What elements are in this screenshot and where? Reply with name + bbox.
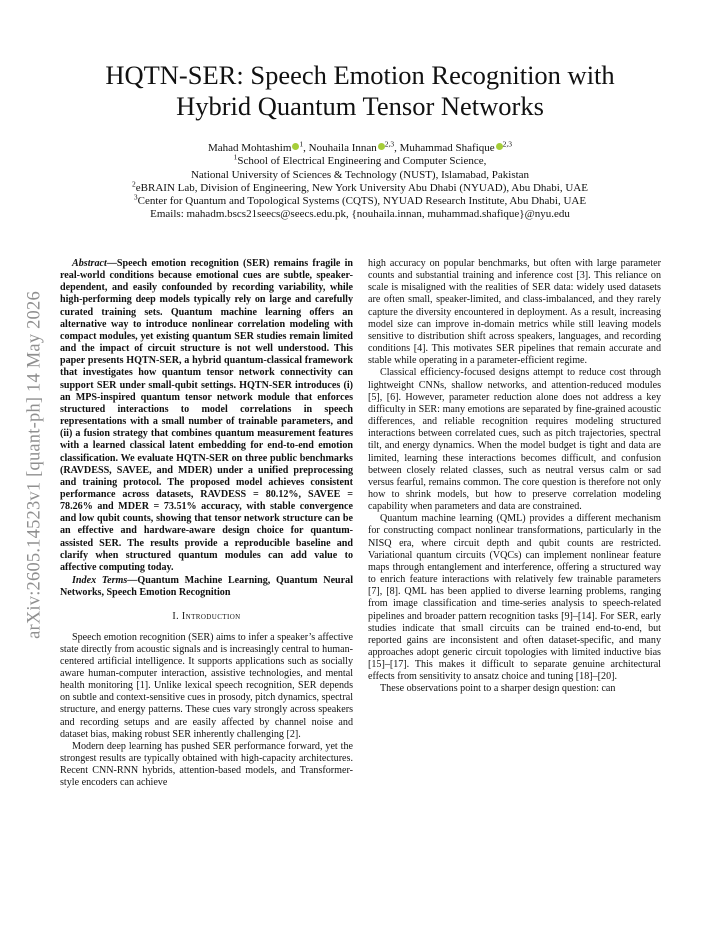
arxiv-identifier-text: arXiv:2605.14523v1 [quant-ph] 14 May 2026 (24, 291, 45, 639)
title-line-2: Hybrid Quantum Tensor Networks (176, 91, 544, 121)
body-paragraph: Speech emotion recognition (SER) aims to infer a speaker’s affective state directly from acoustic signals and is increasingly central to human-centered artificial intelligence. It supports applications such as socially aware human-computer interaction, assistive technologies, and mental health monitoring [1]. Unlike lexical speech recognition, SER depends on subtle and context-sensitive cues in prosody, pitch dynamics, spectral structure, and energy patterns. These cues vary strongly across speakers and recording setups and are easily affected by channel noise and dataset bias, making robust SER inherently challenging [2]. (60, 631, 353, 740)
affiliation-2 (60, 179, 660, 195)
affiliation-text: eBRAIN Lab, Division of Engineering, New York University Abu Dhabi (NYUAD), Abu Dhabi, UAE (135, 181, 588, 194)
author-block (60, 139, 660, 222)
section-title: Introduction (181, 611, 241, 623)
index-terms (60, 575, 353, 599)
affiliation-text: School of Electrical Engineering and Computer Science, (237, 155, 487, 168)
paper-title (60, 60, 660, 122)
body-paragraph: These observations point to a sharper design question: can (380, 683, 616, 695)
author-separator: , (394, 142, 400, 154)
right-column (368, 258, 661, 696)
affiliation-mark: 1 (233, 152, 238, 162)
emails: Emails: mahadm.bscs21seecs@seecs.edu.pk, {nouhaila.innan, muhammad.shafique}@nyu.edu (150, 208, 570, 221)
affiliation-text: Center for Quantum and Topological Systems (CQTS), NYUAD Research Institute, Abu Dhabi, UAE (137, 195, 587, 208)
body-paragraph: Quantum machine learning (QML) provides a different mechanism for constructing compact nonlinear transformations, particularly in the NISQ era, where circuit depth and qubit counts are restricted. Variational quantum circuits (VQCs) can implement nonlinear feature maps through entanglement and interference, offering a structured way to enrich feature interactions with relatively few trainable parameters [7], [8]. QML has been applied to diverse learning problems, ranging from image classification and time-series analysis to speech-related pipelines and broader pattern recognition tasks [9]–[14]. For SER, early studies indicate that small circuits can be trained end-to-end, but reported gains are inconsistent and often dataset-specific, and many approaches adopt generic circuit topologies with limited inductive bias [15]–[17]. This makes it difficult to separate genuine architectural effects from sensitivity to ansatz choice and tuning [18]–[20]. (368, 513, 661, 683)
section-number: I. (172, 611, 182, 623)
index-terms-label: Index Terms (72, 575, 128, 587)
author-affiliation-mark: 1 (299, 139, 304, 149)
author-name: Mahad Mohtashim (207, 142, 292, 154)
orcid-icon[interactable] (378, 143, 385, 150)
author-list (60, 139, 660, 155)
author-affiliation-mark: 2,3 (384, 139, 395, 149)
body-paragraph: Classical efficiency-focused designs attempt to reduce cost through lightweight CNNs, shallow networks, and attention-reduced modules [5], [6]. However, parameter reduction alone does not address a key difficulty in SER: many emotions are separated by fine-grained acoustic differences, and reliable recognition requires modeling structured interactions between correlated cues, such as pitch trajectories, spectral tilt, and energy dynamics. When the model budget is tight and data are limited, learning these interactions becomes difficult, and confusion between closely related classes, such as neutral versus calm or sad versus fearful, remains common. The core question is therefore not only how to shrink models, but how to preserve correlation modeling capability when parameters and data are constrained. (368, 367, 661, 513)
index-terms-text: —Quantum Machine Learning, Quantum Neural Networks, Speech Emotion Recognition (60, 575, 353, 599)
section-heading (60, 611, 353, 623)
body-paragraph: high accuracy on popular benchmarks, but often with large parameter counts and substantial training and inference cost [3]. This reliance on scale is misaligned with the realities of SER data: widely used datasets are often small, speaker-limited, and class-imbalanced, and they rarely capture the diversity encountered in deployment. As a result, increasing model size can improve in-domain metrics while still leaving models sensitive to distribution shift across speakers, languages, and recording conditions [4]. This motivates SER pipelines that remain accurate and stable while operating in a parameter-efficient regime. (368, 258, 661, 367)
affiliation-mark: 3 (133, 192, 138, 202)
abstract-text: —Speech emotion recognition (SER) remains fragile in real-world conditions because emotional cues are subtle, speaker-dependent, and easily confounded by recording variability, while high-performing deep models typically rely on large and carefully curated training sets. Quantum machine learning offers an alternative way to introduce nonlinear correlation modeling with compact modules, yet existing quantum SER studies remain limited and the impact of circuit structure is not well understood. This paper presents HQTN-SER, a hybrid quantum-classical framework that investigates how quantum tensor network connectivity can support SER under small-qubit settings. HQTN-SER introduces (i) an MPS-inspired quantum tensor network module that enforces structured interactions to model correlations in speech representations with a small number of trainable parameters, and (ii) a fusion strategy that combines quantum measurement features with a learned classical latent embedding for end-to-end emotion classification. We evaluate HQTN-SER on three public benchmarks (RAVDESS, SAVEE, and MDER) under a unified preprocessing and training protocol. The proposed model achieves consistent performance across datasets, RAVDESS = 80.12%, SAVEE = 78.26% and MDER = 73.51% accuracy, with stable convergence and low qubit counts, showing that tensor network structure can be an effective and hardware-aware design choice for quantum-assisted SER. The results provide a reproducible baseline and clarify when structured quantum modules can add value to affective computing today. (60, 258, 353, 573)
affiliation-1-continued: National University of Sciences & Technology (NUST), Islamabad, Pakistan (190, 168, 530, 181)
author-separator: , (303, 142, 309, 154)
affiliation-mark: 2 (132, 179, 136, 189)
author-affiliation-mark: 2,3 (502, 139, 513, 149)
left-column (60, 258, 353, 790)
abstract (60, 258, 353, 574)
affiliation-3 (60, 192, 660, 208)
author-name: Muhammad Shafique (399, 142, 495, 154)
orcid-icon[interactable] (496, 143, 503, 150)
abstract-label: Abstract (72, 258, 107, 269)
affiliation-1 (60, 152, 660, 168)
body-paragraph: Modern deep learning has pushed SER performance forward, yet the strongest results are typically obtained with high-capacity architectures. Recent CNN-RNN hybrids, attention-based models, and Transformer-style encoders can achieve (60, 740, 353, 789)
author-name: Nouhaila Innan (308, 142, 377, 154)
arxiv-identifier (12, 240, 58, 690)
title-line-1: HQTN-SER: Speech Emotion Recognition with (105, 60, 615, 90)
